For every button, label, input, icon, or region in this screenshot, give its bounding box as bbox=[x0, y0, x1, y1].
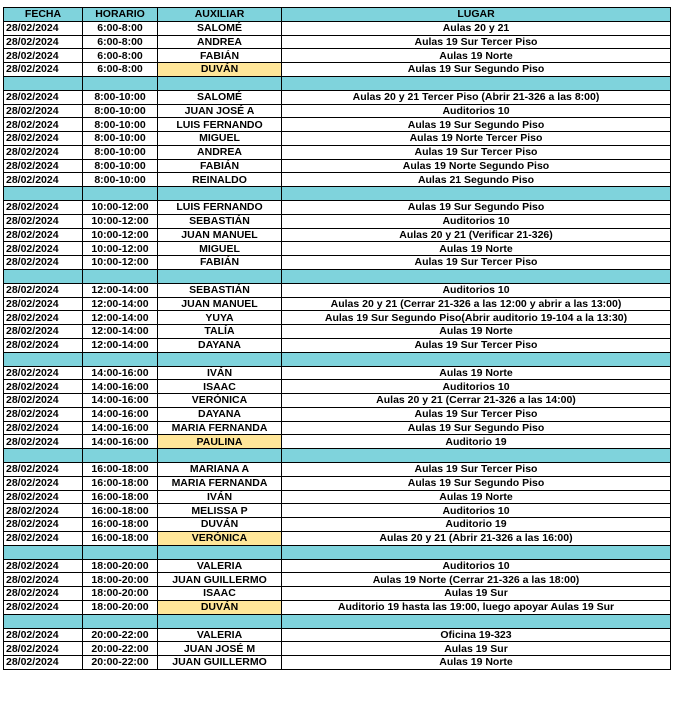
lugar-cell: Auditorios 10 bbox=[282, 380, 671, 394]
auxiliar-cell: FABIÁN bbox=[158, 159, 282, 173]
auxiliar-cell: VERÓNICA bbox=[158, 394, 282, 408]
auxiliar-cell: SEBASTIÁN bbox=[158, 214, 282, 228]
lugar-cell: Aulas 19 Norte Tercer Piso bbox=[282, 132, 671, 146]
table-row bbox=[4, 642, 671, 656]
lugar-cell: Aulas 19 Norte bbox=[282, 656, 671, 670]
horario-cell: 10:00-12:00 bbox=[83, 228, 158, 242]
auxiliar-cell: ISAAC bbox=[158, 380, 282, 394]
schedule-sheet bbox=[3, 7, 671, 670]
table-row bbox=[4, 490, 671, 504]
horario-cell: 14:00-16:00 bbox=[83, 407, 158, 421]
fecha-cell: 28/02/2024 bbox=[4, 104, 83, 118]
lugar-cell: Auditorio 19 bbox=[282, 518, 671, 532]
fecha-cell: 28/02/2024 bbox=[4, 628, 83, 642]
lugar-cell: Aulas 19 Sur bbox=[282, 642, 671, 656]
fecha-cell: 28/02/2024 bbox=[4, 228, 83, 242]
table-row bbox=[4, 656, 671, 670]
horario-cell: 10:00-12:00 bbox=[83, 214, 158, 228]
lugar-cell: Aulas 19 Norte bbox=[282, 490, 671, 504]
horario-cell: 8:00-10:00 bbox=[83, 159, 158, 173]
table-row bbox=[4, 132, 671, 146]
horario-cell: 16:00-18:00 bbox=[83, 463, 158, 477]
lugar-cell: Aulas 19 Sur Segundo Piso bbox=[282, 63, 671, 77]
horario-cell: 12:00-14:00 bbox=[83, 325, 158, 339]
auxiliar-cell: ANDREA bbox=[158, 145, 282, 159]
lugar-cell: Aulas 20 y 21 (Cerrar 21-326 a las 12:00 y abrir a las 13:00) bbox=[282, 297, 671, 311]
lugar-cell: Auditorios 10 bbox=[282, 504, 671, 518]
separator-cell bbox=[4, 449, 83, 463]
table-row bbox=[4, 118, 671, 132]
table-row bbox=[4, 104, 671, 118]
separator-cell bbox=[158, 76, 282, 90]
table-row bbox=[4, 463, 671, 477]
horario-cell: 16:00-18:00 bbox=[83, 531, 158, 545]
fecha-cell: 28/02/2024 bbox=[4, 573, 83, 587]
separator-cell bbox=[4, 187, 83, 201]
auxiliar-cell: DAYANA bbox=[158, 338, 282, 352]
horario-cell: 20:00-22:00 bbox=[83, 628, 158, 642]
table-row bbox=[4, 518, 671, 532]
fecha-cell: 28/02/2024 bbox=[4, 49, 83, 63]
fecha-cell: 28/02/2024 bbox=[4, 656, 83, 670]
table-row bbox=[4, 256, 671, 270]
auxiliar-cell: DUVÁN bbox=[158, 63, 282, 77]
auxiliar-cell: IVÁN bbox=[158, 366, 282, 380]
auxiliar-cell: ISAAC bbox=[158, 587, 282, 601]
lugar-cell: Aulas 19 Sur Tercer Piso bbox=[282, 407, 671, 421]
horario-cell: 18:00-20:00 bbox=[83, 587, 158, 601]
lugar-cell: Aulas 20 y 21 (Cerrar 21-326 a las 14:00) bbox=[282, 394, 671, 408]
separator-cell bbox=[83, 449, 158, 463]
auxiliar-cell: IVÁN bbox=[158, 490, 282, 504]
fecha-cell: 28/02/2024 bbox=[4, 201, 83, 215]
lugar-cell: Aulas 20 y 21 bbox=[282, 21, 671, 35]
lugar-cell: Aulas 19 Norte bbox=[282, 242, 671, 256]
lugar-cell: Auditorio 19 hasta las 19:00, luego apoyar Aulas 19 Sur bbox=[282, 600, 671, 614]
auxiliar-cell: VALERIA bbox=[158, 559, 282, 573]
lugar-cell: Aulas 21 Segundo Piso bbox=[282, 173, 671, 187]
table-row bbox=[4, 421, 671, 435]
table-row bbox=[4, 628, 671, 642]
separator-cell bbox=[83, 269, 158, 283]
lugar-cell: Auditorios 10 bbox=[282, 104, 671, 118]
lugar-cell: Aulas 19 Sur Tercer Piso bbox=[282, 35, 671, 49]
lugar-cell: Auditorios 10 bbox=[282, 559, 671, 573]
lugar-cell: Aulas 19 Norte Segundo Piso bbox=[282, 159, 671, 173]
auxiliar-cell: YUYA bbox=[158, 311, 282, 325]
lugar-cell: Aulas 20 y 21 (Verificar 21-326) bbox=[282, 228, 671, 242]
auxiliar-cell: DUVÁN bbox=[158, 518, 282, 532]
auxiliar-cell: VERÓNICA bbox=[158, 531, 282, 545]
table-row bbox=[4, 228, 671, 242]
auxiliar-cell: SALOMÉ bbox=[158, 21, 282, 35]
separator-row bbox=[4, 269, 671, 283]
table-row bbox=[4, 366, 671, 380]
horario-cell: 8:00-10:00 bbox=[83, 118, 158, 132]
separator-cell bbox=[158, 269, 282, 283]
fecha-cell: 28/02/2024 bbox=[4, 242, 83, 256]
auxiliar-cell: PAULINA bbox=[158, 435, 282, 449]
horario-cell: 20:00-22:00 bbox=[83, 656, 158, 670]
table-row bbox=[4, 504, 671, 518]
separator-cell bbox=[282, 76, 671, 90]
schedule-table bbox=[3, 7, 671, 670]
fecha-cell: 28/02/2024 bbox=[4, 214, 83, 228]
horario-cell: 18:00-20:00 bbox=[83, 573, 158, 587]
table-row bbox=[4, 283, 671, 297]
lugar-cell: Aulas 19 Sur Tercer Piso bbox=[282, 145, 671, 159]
fecha-cell: 28/02/2024 bbox=[4, 311, 83, 325]
fecha-cell: 28/02/2024 bbox=[4, 490, 83, 504]
table-body bbox=[4, 21, 671, 669]
table-row bbox=[4, 394, 671, 408]
separator-cell bbox=[83, 352, 158, 366]
lugar-cell: Aulas 20 y 21 (Abrir 21-326 a las 16:00) bbox=[282, 531, 671, 545]
fecha-cell: 28/02/2024 bbox=[4, 90, 83, 104]
horario-cell: 12:00-14:00 bbox=[83, 283, 158, 297]
separator-cell bbox=[282, 449, 671, 463]
auxiliar-cell: DUVÁN bbox=[158, 600, 282, 614]
horario-cell: 16:00-18:00 bbox=[83, 518, 158, 532]
separator-row bbox=[4, 352, 671, 366]
separator-cell bbox=[282, 352, 671, 366]
table-row bbox=[4, 573, 671, 587]
auxiliar-cell: FABIÁN bbox=[158, 49, 282, 63]
horario-cell: 8:00-10:00 bbox=[83, 90, 158, 104]
separator-cell bbox=[83, 614, 158, 628]
auxiliar-cell: ANDREA bbox=[158, 35, 282, 49]
lugar-cell: Aulas 19 Norte (Cerrar 21-326 a las 18:00) bbox=[282, 573, 671, 587]
fecha-cell: 28/02/2024 bbox=[4, 366, 83, 380]
fecha-cell: 28/02/2024 bbox=[4, 380, 83, 394]
fecha-cell: 28/02/2024 bbox=[4, 504, 83, 518]
header-row bbox=[4, 8, 671, 22]
fecha-cell: 28/02/2024 bbox=[4, 394, 83, 408]
separator-cell bbox=[4, 614, 83, 628]
fecha-cell: 28/02/2024 bbox=[4, 587, 83, 601]
separator-row bbox=[4, 449, 671, 463]
header-auxiliar: AUXILIAR bbox=[158, 8, 282, 22]
table-row bbox=[4, 49, 671, 63]
lugar-cell: Aulas 19 Sur Tercer Piso bbox=[282, 338, 671, 352]
horario-cell: 6:00-8:00 bbox=[83, 21, 158, 35]
header-fecha: FECHA bbox=[4, 8, 83, 22]
separator-cell bbox=[282, 187, 671, 201]
separator-cell bbox=[4, 352, 83, 366]
horario-cell: 10:00-12:00 bbox=[83, 201, 158, 215]
auxiliar-cell: JUAN JOSÉ A bbox=[158, 104, 282, 118]
separator-cell bbox=[83, 76, 158, 90]
horario-cell: 16:00-18:00 bbox=[83, 490, 158, 504]
horario-cell: 10:00-12:00 bbox=[83, 256, 158, 270]
table-row bbox=[4, 600, 671, 614]
horario-cell: 14:00-16:00 bbox=[83, 394, 158, 408]
lugar-cell: Auditorios 10 bbox=[282, 214, 671, 228]
separator-cell bbox=[158, 352, 282, 366]
table-row bbox=[4, 325, 671, 339]
separator-cell bbox=[158, 614, 282, 628]
auxiliar-cell: REINALDO bbox=[158, 173, 282, 187]
fecha-cell: 28/02/2024 bbox=[4, 35, 83, 49]
separator-row bbox=[4, 545, 671, 559]
separator-cell bbox=[4, 269, 83, 283]
horario-cell: 8:00-10:00 bbox=[83, 132, 158, 146]
separator-cell bbox=[158, 449, 282, 463]
horario-cell: 6:00-8:00 bbox=[83, 35, 158, 49]
auxiliar-cell: SEBASTIÁN bbox=[158, 283, 282, 297]
table-row bbox=[4, 380, 671, 394]
separator-cell bbox=[158, 187, 282, 201]
lugar-cell: Aulas 19 Sur bbox=[282, 587, 671, 601]
fecha-cell: 28/02/2024 bbox=[4, 600, 83, 614]
fecha-cell: 28/02/2024 bbox=[4, 283, 83, 297]
horario-cell: 12:00-14:00 bbox=[83, 311, 158, 325]
table-row bbox=[4, 531, 671, 545]
horario-cell: 18:00-20:00 bbox=[83, 600, 158, 614]
table-row bbox=[4, 159, 671, 173]
table-row bbox=[4, 242, 671, 256]
horario-cell: 6:00-8:00 bbox=[83, 63, 158, 77]
auxiliar-cell: MIGUEL bbox=[158, 132, 282, 146]
table-row bbox=[4, 214, 671, 228]
table-row bbox=[4, 297, 671, 311]
fecha-cell: 28/02/2024 bbox=[4, 421, 83, 435]
horario-cell: 14:00-16:00 bbox=[83, 366, 158, 380]
separator-cell bbox=[83, 187, 158, 201]
lugar-cell: Oficina 19-323 bbox=[282, 628, 671, 642]
separator-cell bbox=[4, 545, 83, 559]
lugar-cell: Aulas 19 Norte bbox=[282, 325, 671, 339]
table-row bbox=[4, 435, 671, 449]
lugar-cell: Aulas 19 Sur Tercer Piso bbox=[282, 463, 671, 477]
table-row bbox=[4, 201, 671, 215]
horario-cell: 14:00-16:00 bbox=[83, 435, 158, 449]
lugar-cell: Aulas 19 Sur Segundo Piso bbox=[282, 201, 671, 215]
auxiliar-cell: FABIÁN bbox=[158, 256, 282, 270]
fecha-cell: 28/02/2024 bbox=[4, 407, 83, 421]
separator-cell bbox=[282, 545, 671, 559]
lugar-cell: Aulas 19 Sur Tercer Piso bbox=[282, 256, 671, 270]
horario-cell: 8:00-10:00 bbox=[83, 173, 158, 187]
fecha-cell: 28/02/2024 bbox=[4, 531, 83, 545]
auxiliar-cell: TALÍA bbox=[158, 325, 282, 339]
horario-cell: 20:00-22:00 bbox=[83, 642, 158, 656]
auxiliar-cell: JUAN GUILLERMO bbox=[158, 656, 282, 670]
horario-cell: 8:00-10:00 bbox=[83, 145, 158, 159]
lugar-cell: Auditorio 19 bbox=[282, 435, 671, 449]
fecha-cell: 28/02/2024 bbox=[4, 21, 83, 35]
horario-cell: 8:00-10:00 bbox=[83, 104, 158, 118]
table-header bbox=[4, 8, 671, 22]
fecha-cell: 28/02/2024 bbox=[4, 118, 83, 132]
table-row bbox=[4, 173, 671, 187]
auxiliar-cell: LUIS FERNANDO bbox=[158, 201, 282, 215]
table-row bbox=[4, 587, 671, 601]
separator-cell bbox=[282, 614, 671, 628]
table-row bbox=[4, 35, 671, 49]
separator-cell bbox=[282, 269, 671, 283]
fecha-cell: 28/02/2024 bbox=[4, 338, 83, 352]
table-row bbox=[4, 476, 671, 490]
lugar-cell: Aulas 19 Sur Segundo Piso(Abrir auditorio 19-104 a la 13:30) bbox=[282, 311, 671, 325]
fecha-cell: 28/02/2024 bbox=[4, 256, 83, 270]
fecha-cell: 28/02/2024 bbox=[4, 132, 83, 146]
separator-row bbox=[4, 76, 671, 90]
lugar-cell: Aulas 20 y 21 Tercer Piso (Abrir 21-326 a las 8:00) bbox=[282, 90, 671, 104]
fecha-cell: 28/02/2024 bbox=[4, 435, 83, 449]
horario-cell: 18:00-20:00 bbox=[83, 559, 158, 573]
lugar-cell: Aulas 19 Sur Segundo Piso bbox=[282, 118, 671, 132]
fecha-cell: 28/02/2024 bbox=[4, 559, 83, 573]
table-row bbox=[4, 311, 671, 325]
fecha-cell: 28/02/2024 bbox=[4, 476, 83, 490]
horario-cell: 14:00-16:00 bbox=[83, 421, 158, 435]
lugar-cell: Aulas 19 Sur Segundo Piso bbox=[282, 476, 671, 490]
lugar-cell: Aulas 19 Norte bbox=[282, 366, 671, 380]
table-row bbox=[4, 63, 671, 77]
auxiliar-cell: SALOMÉ bbox=[158, 90, 282, 104]
auxiliar-cell: VALERIA bbox=[158, 628, 282, 642]
table-row bbox=[4, 559, 671, 573]
table-row bbox=[4, 407, 671, 421]
header-horario: HORARIO bbox=[83, 8, 158, 22]
horario-cell: 16:00-18:00 bbox=[83, 476, 158, 490]
horario-cell: 12:00-14:00 bbox=[83, 338, 158, 352]
auxiliar-cell: JUAN GUILLERMO bbox=[158, 573, 282, 587]
fecha-cell: 28/02/2024 bbox=[4, 325, 83, 339]
lugar-cell: Auditorios 10 bbox=[282, 283, 671, 297]
auxiliar-cell: MELISSA P bbox=[158, 504, 282, 518]
auxiliar-cell: MIGUEL bbox=[158, 242, 282, 256]
lugar-cell: Aulas 19 Sur Segundo Piso bbox=[282, 421, 671, 435]
table-row bbox=[4, 338, 671, 352]
auxiliar-cell: MARIA FERNANDA bbox=[158, 421, 282, 435]
header-lugar: LUGAR bbox=[282, 8, 671, 22]
table-row bbox=[4, 145, 671, 159]
auxiliar-cell: MARIANA A bbox=[158, 463, 282, 477]
table-row bbox=[4, 90, 671, 104]
horario-cell: 10:00-12:00 bbox=[83, 242, 158, 256]
fecha-cell: 28/02/2024 bbox=[4, 145, 83, 159]
auxiliar-cell: JUAN JOSÉ M bbox=[158, 642, 282, 656]
auxiliar-cell: LUIS FERNANDO bbox=[158, 118, 282, 132]
fecha-cell: 28/02/2024 bbox=[4, 297, 83, 311]
fecha-cell: 28/02/2024 bbox=[4, 63, 83, 77]
separator-row bbox=[4, 614, 671, 628]
horario-cell: 16:00-18:00 bbox=[83, 504, 158, 518]
horario-cell: 6:00-8:00 bbox=[83, 49, 158, 63]
separator-cell bbox=[83, 545, 158, 559]
lugar-cell: Aulas 19 Norte bbox=[282, 49, 671, 63]
horario-cell: 14:00-16:00 bbox=[83, 380, 158, 394]
fecha-cell: 28/02/2024 bbox=[4, 173, 83, 187]
table-row bbox=[4, 21, 671, 35]
auxiliar-cell: DAYANA bbox=[158, 407, 282, 421]
auxiliar-cell: MARIA FERNANDA bbox=[158, 476, 282, 490]
separator-cell bbox=[158, 545, 282, 559]
separator-cell bbox=[4, 76, 83, 90]
fecha-cell: 28/02/2024 bbox=[4, 159, 83, 173]
fecha-cell: 28/02/2024 bbox=[4, 518, 83, 532]
auxiliar-cell: JUAN MANUEL bbox=[158, 228, 282, 242]
auxiliar-cell: JUAN MANUEL bbox=[158, 297, 282, 311]
separator-row bbox=[4, 187, 671, 201]
horario-cell: 12:00-14:00 bbox=[83, 297, 158, 311]
fecha-cell: 28/02/2024 bbox=[4, 463, 83, 477]
fecha-cell: 28/02/2024 bbox=[4, 642, 83, 656]
